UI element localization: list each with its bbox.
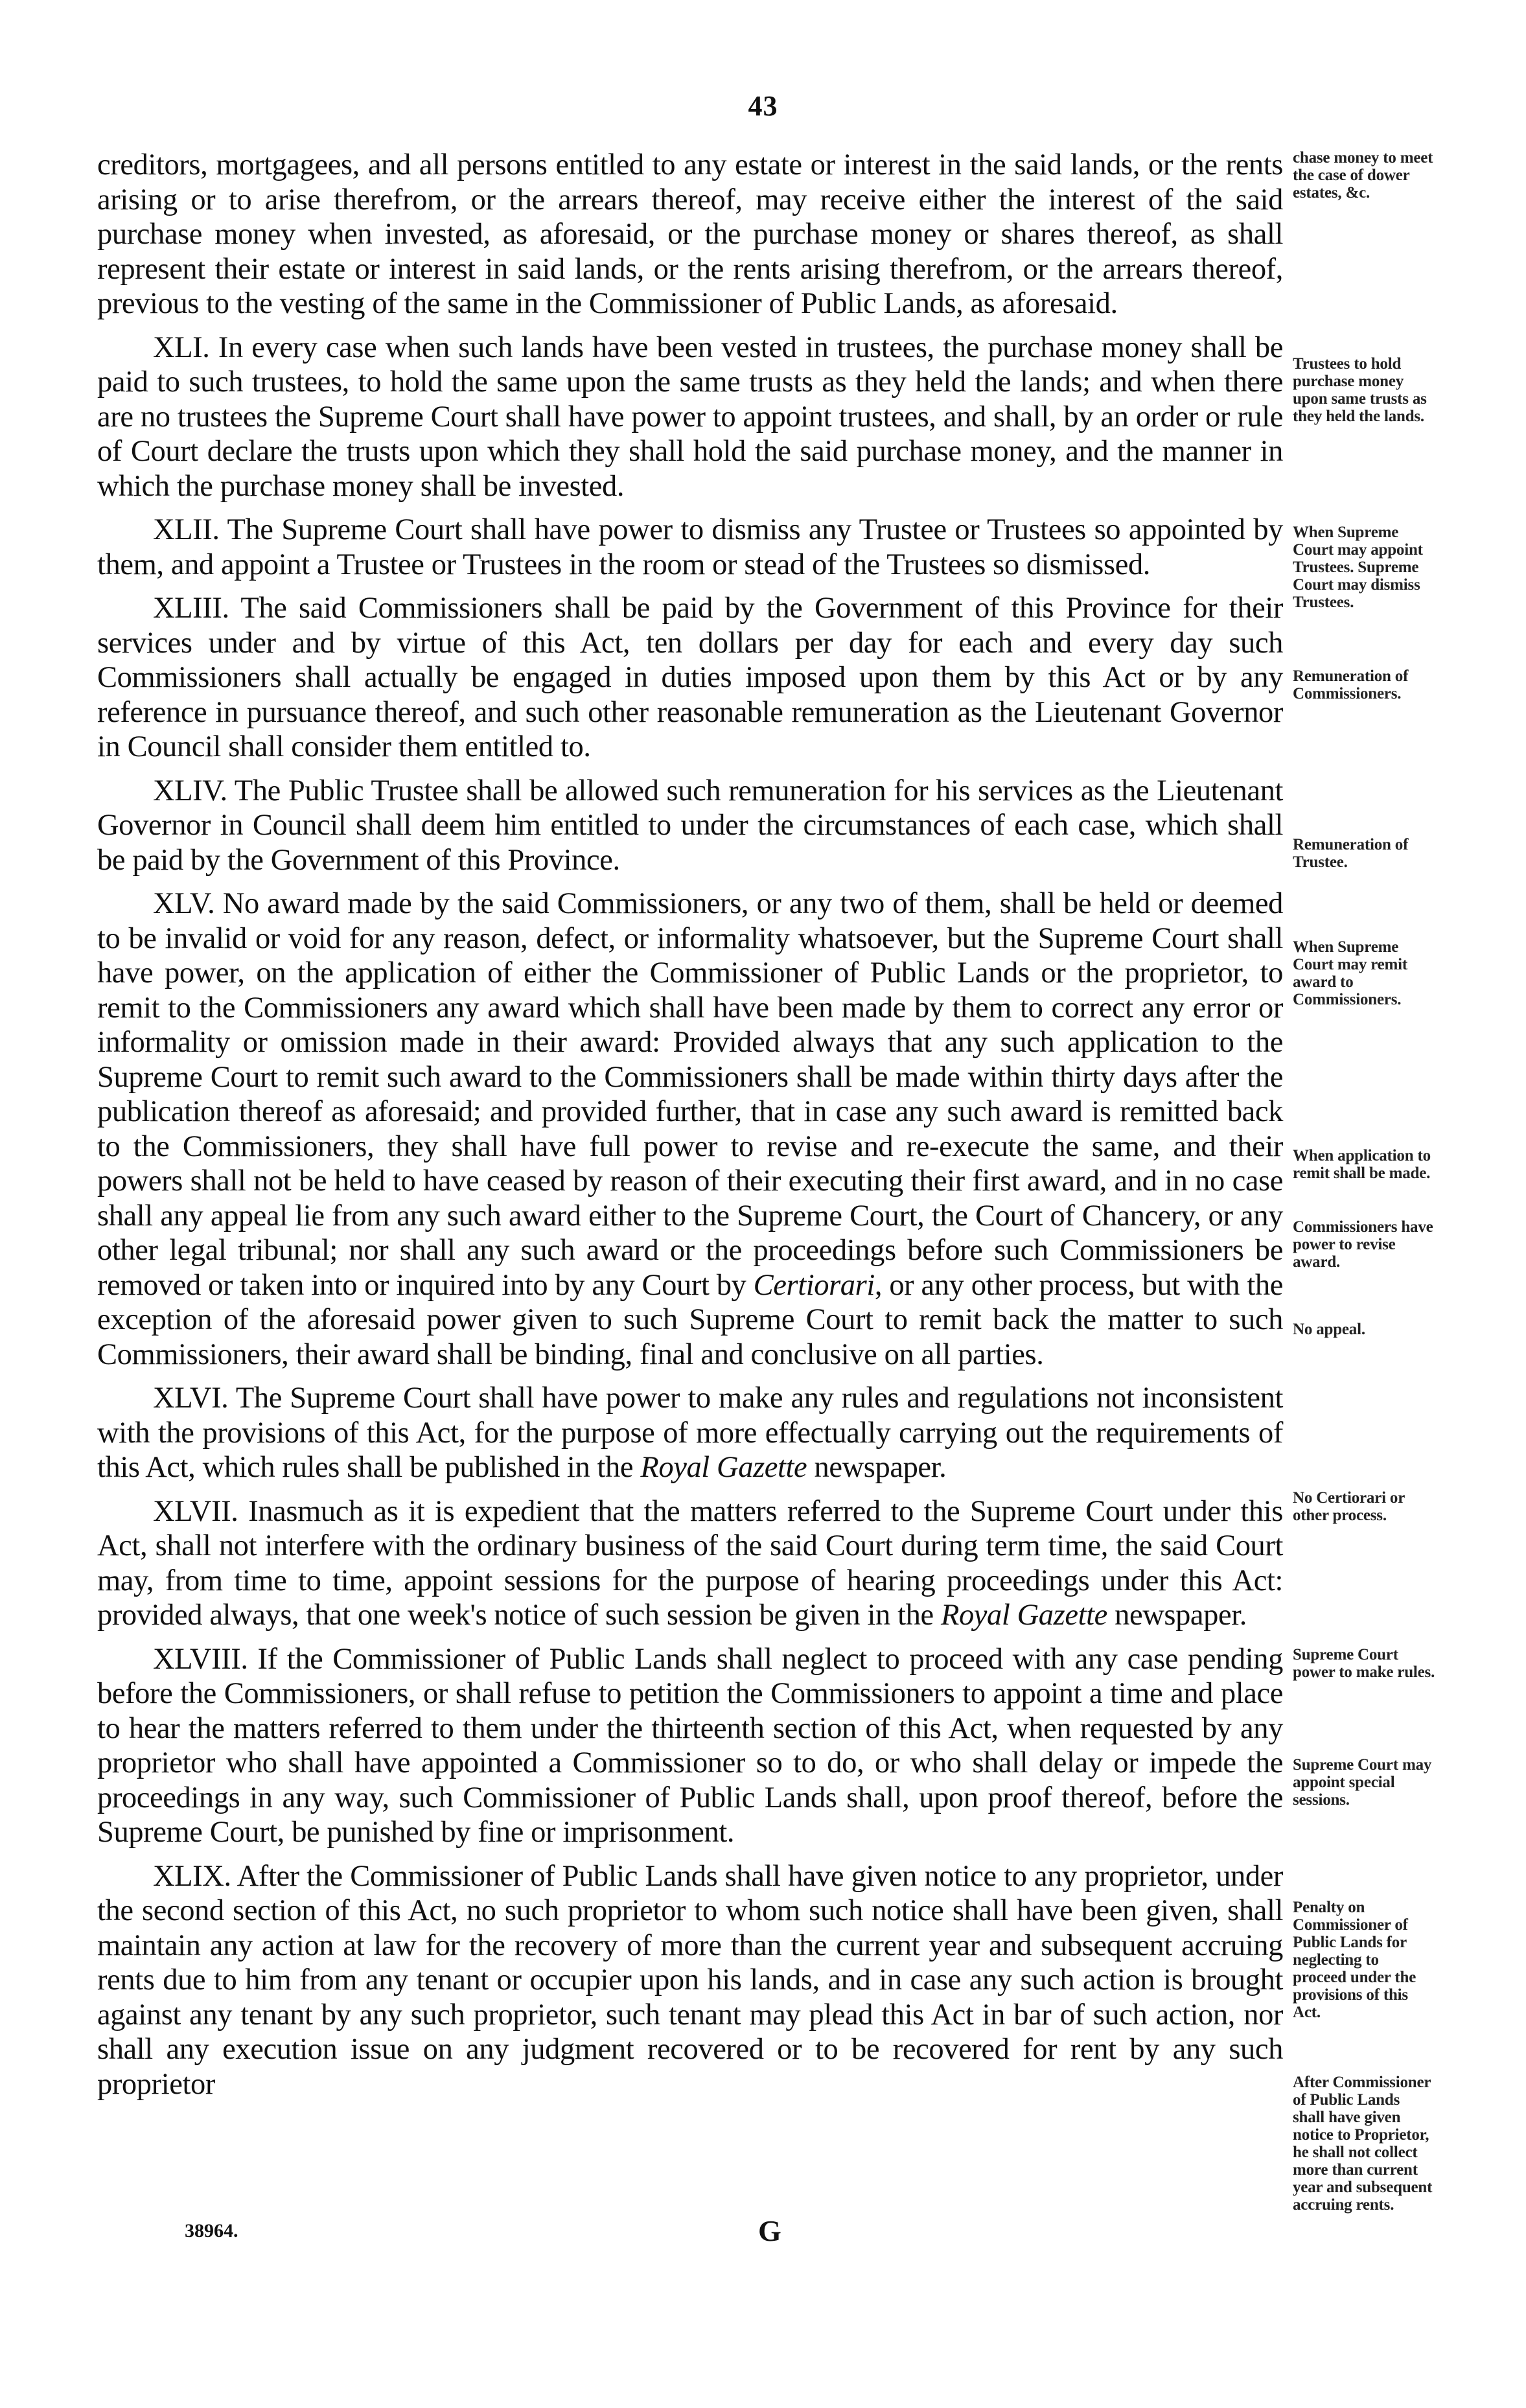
margin-note-no-appeal: No appeal. [1293,1321,1365,1338]
page-number: 43 [748,90,778,122]
section-xlix: XLIX. After the Commissioner of Public Lands shall have given notice to any proprietor, under the second section of this Act, no such proprietor to whom such notice shall have been given, shall maintain any action at law for the recovery of more than the current year and subsequent accruing rents due to him from any tenant or occupier upon his lands, and in case any such action is brought against any tenant by any such proprietor, such tenant may plead this Act in bar of such action, nor shall any execution issue on any judgment recovered or to be recovered for rent by any such proprietor [97,1859,1283,2101]
margin-note-remit-award: When Supreme Court may remit award to Commissioners. [1293,938,1408,1008]
section-xlvii: XLVII. Inasmuch as it is expedient that the matters referred to the Supreme Court under this Act, shall not interfere with the ordinary business of the said Court during term time, the said Court may, from time to time, appoint sessions for the purpose of hearing proceedings under this Act: provided always, that one week's notice of such session be given in the Royal Gazette newspaper. [97,1494,1283,1632]
section-xlviii: XLVIII. If the Commissioner of Public Lands shall neglect to proceed with any case pending before the Commissioners, or shall refuse to petition the Commissioners to appoint a time and place to hear the matters referred to them under the thirteenth section of this Act, when requested by any proprietor who shall have appointed a Commissioner so to do, or who shall delay or impede the proceedings in any way, such Commissioner of Public Lands shall, upon proof thereof, before the Supreme Court, be punished by fine or imprisonment. [97,1642,1283,1849]
margin-note-penalty: Penalty on Commissioner of Public Lands for neglecting to proceed under the provisions of this Act. [1293,1899,1416,2021]
section-xlii: XLII. The Supreme Court shall have power to dismiss any Trustee or Trustees so appointed by them, and appoint a Trustee or Trustees in the room or stead of the Trustees so dismissed. [97,513,1283,581]
section-xlvi: XLVI. The Supreme Court shall have power to make any rules and regulations not inconsistent with the provisions of this Act, for the purpose of more effectually carrying out the requirements of this Act, which rules shall be published in the Royal Gazette newspaper. [97,1382,1283,1484]
margin-note-rules: Supreme Court power to make rules. [1293,1646,1435,1681]
margin-note-application-remit: When application to remit shall be made. [1293,1147,1431,1182]
page-footer [97,2214,1283,2247]
margin-note-revise-award: Commissioners have power to revise award. [1293,1218,1433,1271]
margin-note-special-sessions: Supreme Court may appoint special sessions. [1293,1756,1432,1809]
section-xliv: XLIV. The Public Trustee shall be allowed such remuneration for his services as the Lieutenant Governor in Council shall deem him entitled to under the circumstances of each case, which shall be paid by the Government of this Province. [97,774,1283,877]
section-xliii: XLIII. The said Commissioners shall be paid by the Government of this Province for their services under and by virtue of this Act, ten dollars per day for each and every day such Commissioners shall actually be engaged in duties imposed upon them by this Act or by any reference in pursuance thereof, and such other reasonable remuneration as the Lieutenant Governor in Council shall consider them entitled to. [97,592,1283,763]
main-text [97,148,1283,2111]
margin-note-trustees-hold: Trustees to hold purchase money upon same trusts as they held the lands. [1293,355,1427,425]
margin-note-no-certiorari: No Certiorari or other process. [1293,1489,1405,1524]
margin-note-appoint-dismiss-trustees: When Supreme Court may appoint Trustees. Supreme Court may dismiss Trustees. [1293,524,1423,611]
section-xlv: XLV. No award made by the said Commissioners, or any two of them, shall be held or deemed to be invalid or void for any reason, defect, or informality whatsoever, but the Supreme Court shall have power, on the application of either the Commissioner of Public Lands or the proprietor, to remit to the Commissioners any award which shall have been made by them to correct any error or informality or omission made in their award: Provided always that any such application to the Supreme Court to remit such award to the Commissioners shall be made within thirty days after the publication thereof as aforesaid; and provided further, that in case any such award is remitted back to the Commissioners, they shall have full power to revise and re-execute the same, and their powers shall not be held to have ceased by reason of their executing their first award, and in no case shall any appeal lie from any such award either to the Supreme Court, the Court of Chancery, or any other legal tribunal; nor shall any such award or the proceedings before such Commissioners be removed or taken into or inquired into by any Court by Certiorari, or any other process, but with the exception of the aforesaid power given to such Supreme Court to remit back the matter to such Commissioners, their award shall be binding, final and conclusive on all parties. [97,887,1283,1371]
printer-signature: 38964. [185,2220,238,2241]
section-xli: XLI. In every case when such lands have been vested in trustees, the purchase money shall be paid to such trustees, to hold the same upon the same trusts as they held the lands; and when there are no trustees the Supreme Court shall have power to appoint trustees, and shall, by an order or rule of Court declare the trusts upon which they shall hold the said purchase money, and the manner in which the purchase money shall be invested. [97,330,1283,503]
margin-note-dower: chase money to meet the case of dower estates, &c. [1293,149,1433,202]
paragraph-continuation: creditors, mortgagees, and all persons entitled to any estate or interest in the said lands, or the rents arising or to arise therefrom, or the arrears thereof, may receive either the interest of the said purchase money when invested, as aforesaid, or the purchase money or shares thereof, as shall represent their estate or interest in said lands, or the rents arising therefrom, or the arrears thereof, previous to the vesting of the same in the Commissioner of Public Lands, as aforesaid. [97,148,1283,320]
sheet-letter: G [758,2214,781,2247]
margin-note-collect-rents: After Commissioner of Public Lands shall have given notice to Proprietor, he shall not collect more than current year and subsequent accruing rents. [1293,2074,1433,2214]
margin-note-remuneration-trustee: Remuneration of Trustee. [1293,836,1409,871]
margin-note-remuneration-commissioners: Remuneration of Commissioners. [1293,667,1409,702]
